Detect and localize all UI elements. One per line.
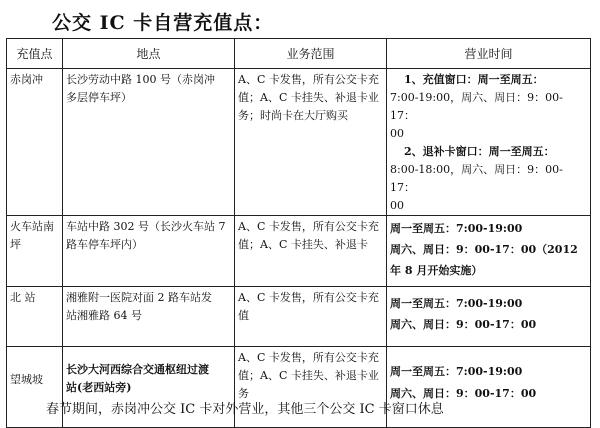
hours-line: 周六、周日：9：00-17：00	[390, 387, 537, 400]
service-scope	[235, 69, 387, 216]
hours-line: 7:00-19:00，周六、周日：9：00-17：	[390, 91, 563, 122]
address-line: 湘雅附一医院对面 2 路车站发	[66, 291, 212, 304]
business-hours	[387, 216, 591, 287]
station-address	[63, 287, 235, 347]
station-name: 北 站	[7, 287, 63, 347]
address-line: 长沙劳动中路 100 号（赤岗冲	[66, 73, 215, 86]
hours-block-recharge	[390, 71, 587, 143]
scope-line: 值	[238, 309, 249, 322]
hours-line: 00	[390, 127, 404, 140]
business-hours	[387, 69, 591, 216]
hours-line: 周六、周日：9：00-17：00	[390, 318, 537, 331]
hours-line: 年 8 月开始实施）	[390, 264, 483, 277]
scope-line: A、C 卡发售，所有公交卡充	[238, 291, 379, 304]
scope-line: A、C 卡发售，所有公交卡充	[238, 220, 379, 233]
hours-line: 00	[390, 199, 404, 212]
scope-line: 务；时尚卡在大厅购买	[238, 109, 348, 122]
table-row	[7, 69, 591, 216]
hours-line: 2、退补卡窗口：周一至周五：	[404, 145, 555, 158]
service-scope	[235, 216, 387, 287]
hours-line: 8:00-18:00，周六、周日：9：00-17：	[390, 163, 563, 194]
hours-block-refund	[390, 143, 587, 215]
scope-line: A、C 卡发售，所有公交卡充	[238, 351, 379, 364]
scope-line: 值；A、C 卡挂失、补退卡业	[238, 91, 379, 104]
hours-line: 周一至周五：7:00-19:00	[390, 222, 523, 235]
scope-line: A、C 卡发售，所有公交卡充	[238, 73, 379, 86]
scope-line: 值；A、C 卡挂失、补退卡业	[238, 369, 379, 382]
station-name: 赤岗冲	[7, 69, 63, 216]
footer-note: 春节期间，赤岗冲公交 IC 卡对外营业，其他三个公交 IC 卡窗口休息	[46, 402, 444, 417]
hours-line: 周一至周五：7:00-19:00	[390, 365, 523, 378]
table-header-row	[7, 39, 591, 69]
header-address: 地点	[63, 39, 235, 69]
scope-line: 值；A、C 卡挂失、补退卡	[238, 238, 368, 251]
address-line: 站湘雅路 64 号	[66, 309, 142, 322]
header-hours: 营业时间	[387, 39, 591, 69]
station-address	[63, 69, 235, 216]
hours-line: 1、充值窗口：周一至周五：	[404, 73, 544, 86]
station-address	[63, 216, 235, 287]
scope-line: 务	[238, 387, 249, 400]
station-name: 火车站南坪	[7, 216, 63, 287]
service-scope	[235, 287, 387, 347]
page-title: 公交 IC 卡自营充值点：	[52, 12, 274, 34]
address-line: 长沙大河西综合交通枢纽过渡	[66, 363, 209, 376]
station-name: 望城坡	[7, 347, 63, 428]
recharge-points-table	[6, 38, 591, 428]
hours-line: 周六、周日：9：00-17：00（2012	[390, 243, 578, 256]
address-line: 站(老西站旁)	[66, 381, 132, 394]
table-row	[7, 287, 591, 347]
address-line: 路车停车坪内）	[66, 238, 143, 251]
business-hours	[387, 287, 591, 347]
hours-line: 周一至周五：7:00-19:00	[390, 297, 523, 310]
address-line: 车站中路 302 号（长沙火车站 7	[66, 220, 226, 233]
address-line: 多层停车坪）	[66, 91, 132, 104]
header-scope: 业务范围	[235, 39, 387, 69]
table-row	[7, 216, 591, 287]
header-station: 充值点	[7, 39, 63, 69]
